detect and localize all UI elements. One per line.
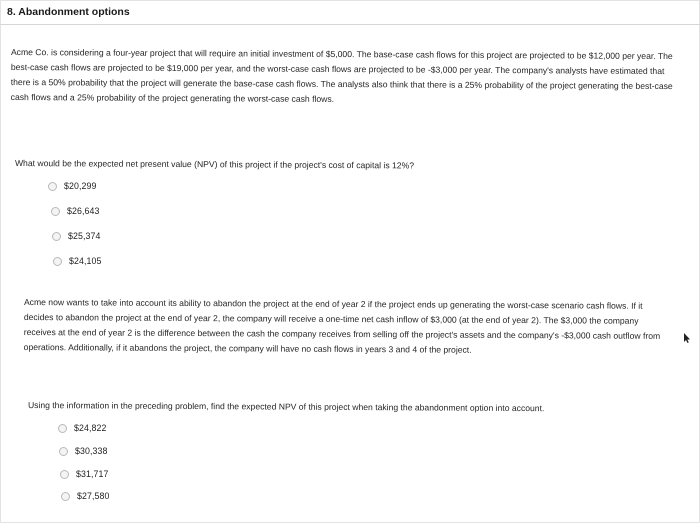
radio-button[interactable] — [58, 424, 67, 433]
radio-button[interactable] — [52, 232, 61, 241]
q1-option-2[interactable] — [51, 206, 100, 216]
radio-button[interactable] — [59, 447, 68, 456]
radio-button[interactable] — [61, 492, 70, 501]
radio-button[interactable] — [51, 207, 60, 216]
radio-button[interactable] — [60, 470, 69, 479]
q1-option-1[interactable] — [48, 181, 97, 191]
question-title: 8. Abandonment options — [7, 6, 130, 18]
abandonment-context-text: Acme now wants to take into account its ability to abandon the project at the end of year 2 if the project ends up generating the worst-case scenario cash flows. If it decides to abandon the project at the end of year 2, the company will receive a one-time net cash inflow of $3,000 (at the end of year 2). The $3,000 the company receives at the end of year 2 is the difference between the cash the company receives from selling off the project's assets and the company's -$3,000 cash outflow from operations. Additionally, if it abandons the project, the company will have no cash flows in years 3 and 4 of the project. — [23, 296, 661, 355]
question-1-text: What would be the expected net present value (NPV) of this project if the project's cost of capital is 12%? — [14, 157, 415, 171]
q1-option-1-label: $20,299 — [64, 181, 97, 191]
q2-option-2[interactable] — [59, 446, 108, 456]
q2-option-2-label: $30,338 — [75, 446, 108, 456]
question-2-text: Using the information in the preceding problem, find the expected NPV of this project when taking the abandonment option into account. — [27, 399, 545, 414]
mouse-cursor-icon — [684, 333, 690, 343]
q2-option-4[interactable] — [61, 491, 110, 501]
q1-option-4[interactable] — [53, 256, 102, 266]
q2-option-1-label: $24,822 — [74, 423, 107, 433]
q2-option-1[interactable] — [58, 423, 107, 433]
title-divider — [0, 24, 700, 25]
q2-option-3[interactable] — [60, 469, 109, 479]
q2-option-3-label: $31,717 — [76, 469, 109, 479]
radio-button[interactable] — [53, 257, 62, 266]
q2-option-4-label: $27,580 — [77, 491, 110, 501]
radio-button[interactable] — [48, 182, 57, 191]
problem-intro-text: Acme Co. is considering a four-year project that will require an initial investment of $5,000. The base-case cash flows for this project are projected to be $12,000 per year. The best-case cash flows are projected to be $19,000 per year, and the worst-case cash flows are projected to be -$3,000 per year. The company's analysts have estimated that there is a 50% probability that the project will generate the base-case cash flows. The analysts also think that there is a 25% probability of the project generating the best-case cash flows and a 25% probability of the project generating the worst-case cash flows. — [10, 46, 673, 104]
q1-option-2-label: $26,643 — [67, 206, 100, 216]
q1-option-3-label: $25,374 — [68, 231, 101, 241]
q1-option-3[interactable] — [52, 231, 101, 241]
q1-option-4-label: $24,105 — [69, 256, 102, 266]
